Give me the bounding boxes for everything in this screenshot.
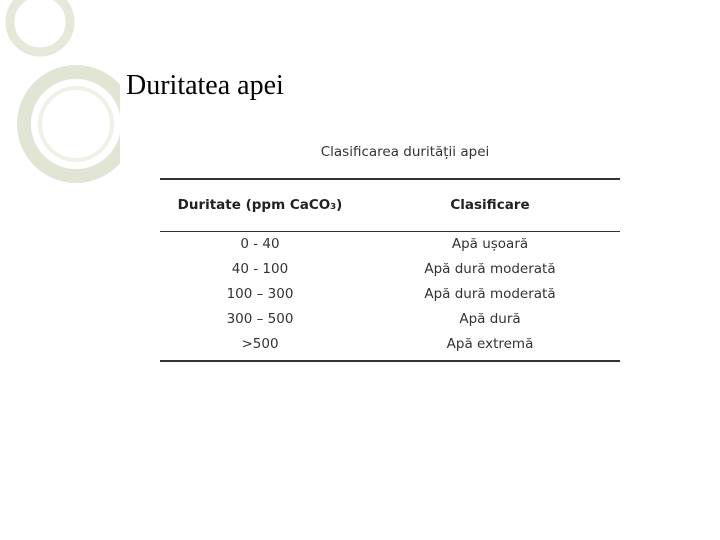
table-bottom-rule (160, 360, 620, 362)
slide-title: Duritatea apei (126, 70, 284, 101)
decor-ring-small (10, 0, 70, 52)
cell-hardness: 100 – 300 (226, 286, 294, 302)
header-classification: Clasificare (450, 197, 530, 213)
cell-hardness: 40 - 100 (231, 261, 289, 277)
cell-classification: Apă dură moderată (424, 261, 556, 277)
cell-hardness: >500 (241, 336, 279, 352)
table-row (160, 332, 620, 357)
table-row (160, 232, 620, 257)
cell-classification: Apă dură moderată (424, 286, 556, 302)
table-caption: Clasificarea durității apei (320, 144, 490, 160)
table-header-row (160, 180, 620, 231)
hardness-table (160, 140, 620, 362)
table-body (160, 232, 620, 360)
decor-ring-inner (40, 88, 112, 160)
table-row (160, 257, 620, 282)
header-hardness: Duritate (ppm CaCO₃) (177, 197, 343, 213)
cell-classification: Apă dură (459, 311, 521, 327)
cell-classification: Apă extremă (446, 336, 534, 352)
cell-classification: Apă ușoară (451, 236, 529, 252)
cell-hardness: 300 – 500 (226, 311, 294, 327)
cell-hardness: 0 - 40 (240, 236, 280, 252)
decorative-rings (0, 0, 120, 200)
table-row (160, 307, 620, 332)
table-row (160, 282, 620, 307)
